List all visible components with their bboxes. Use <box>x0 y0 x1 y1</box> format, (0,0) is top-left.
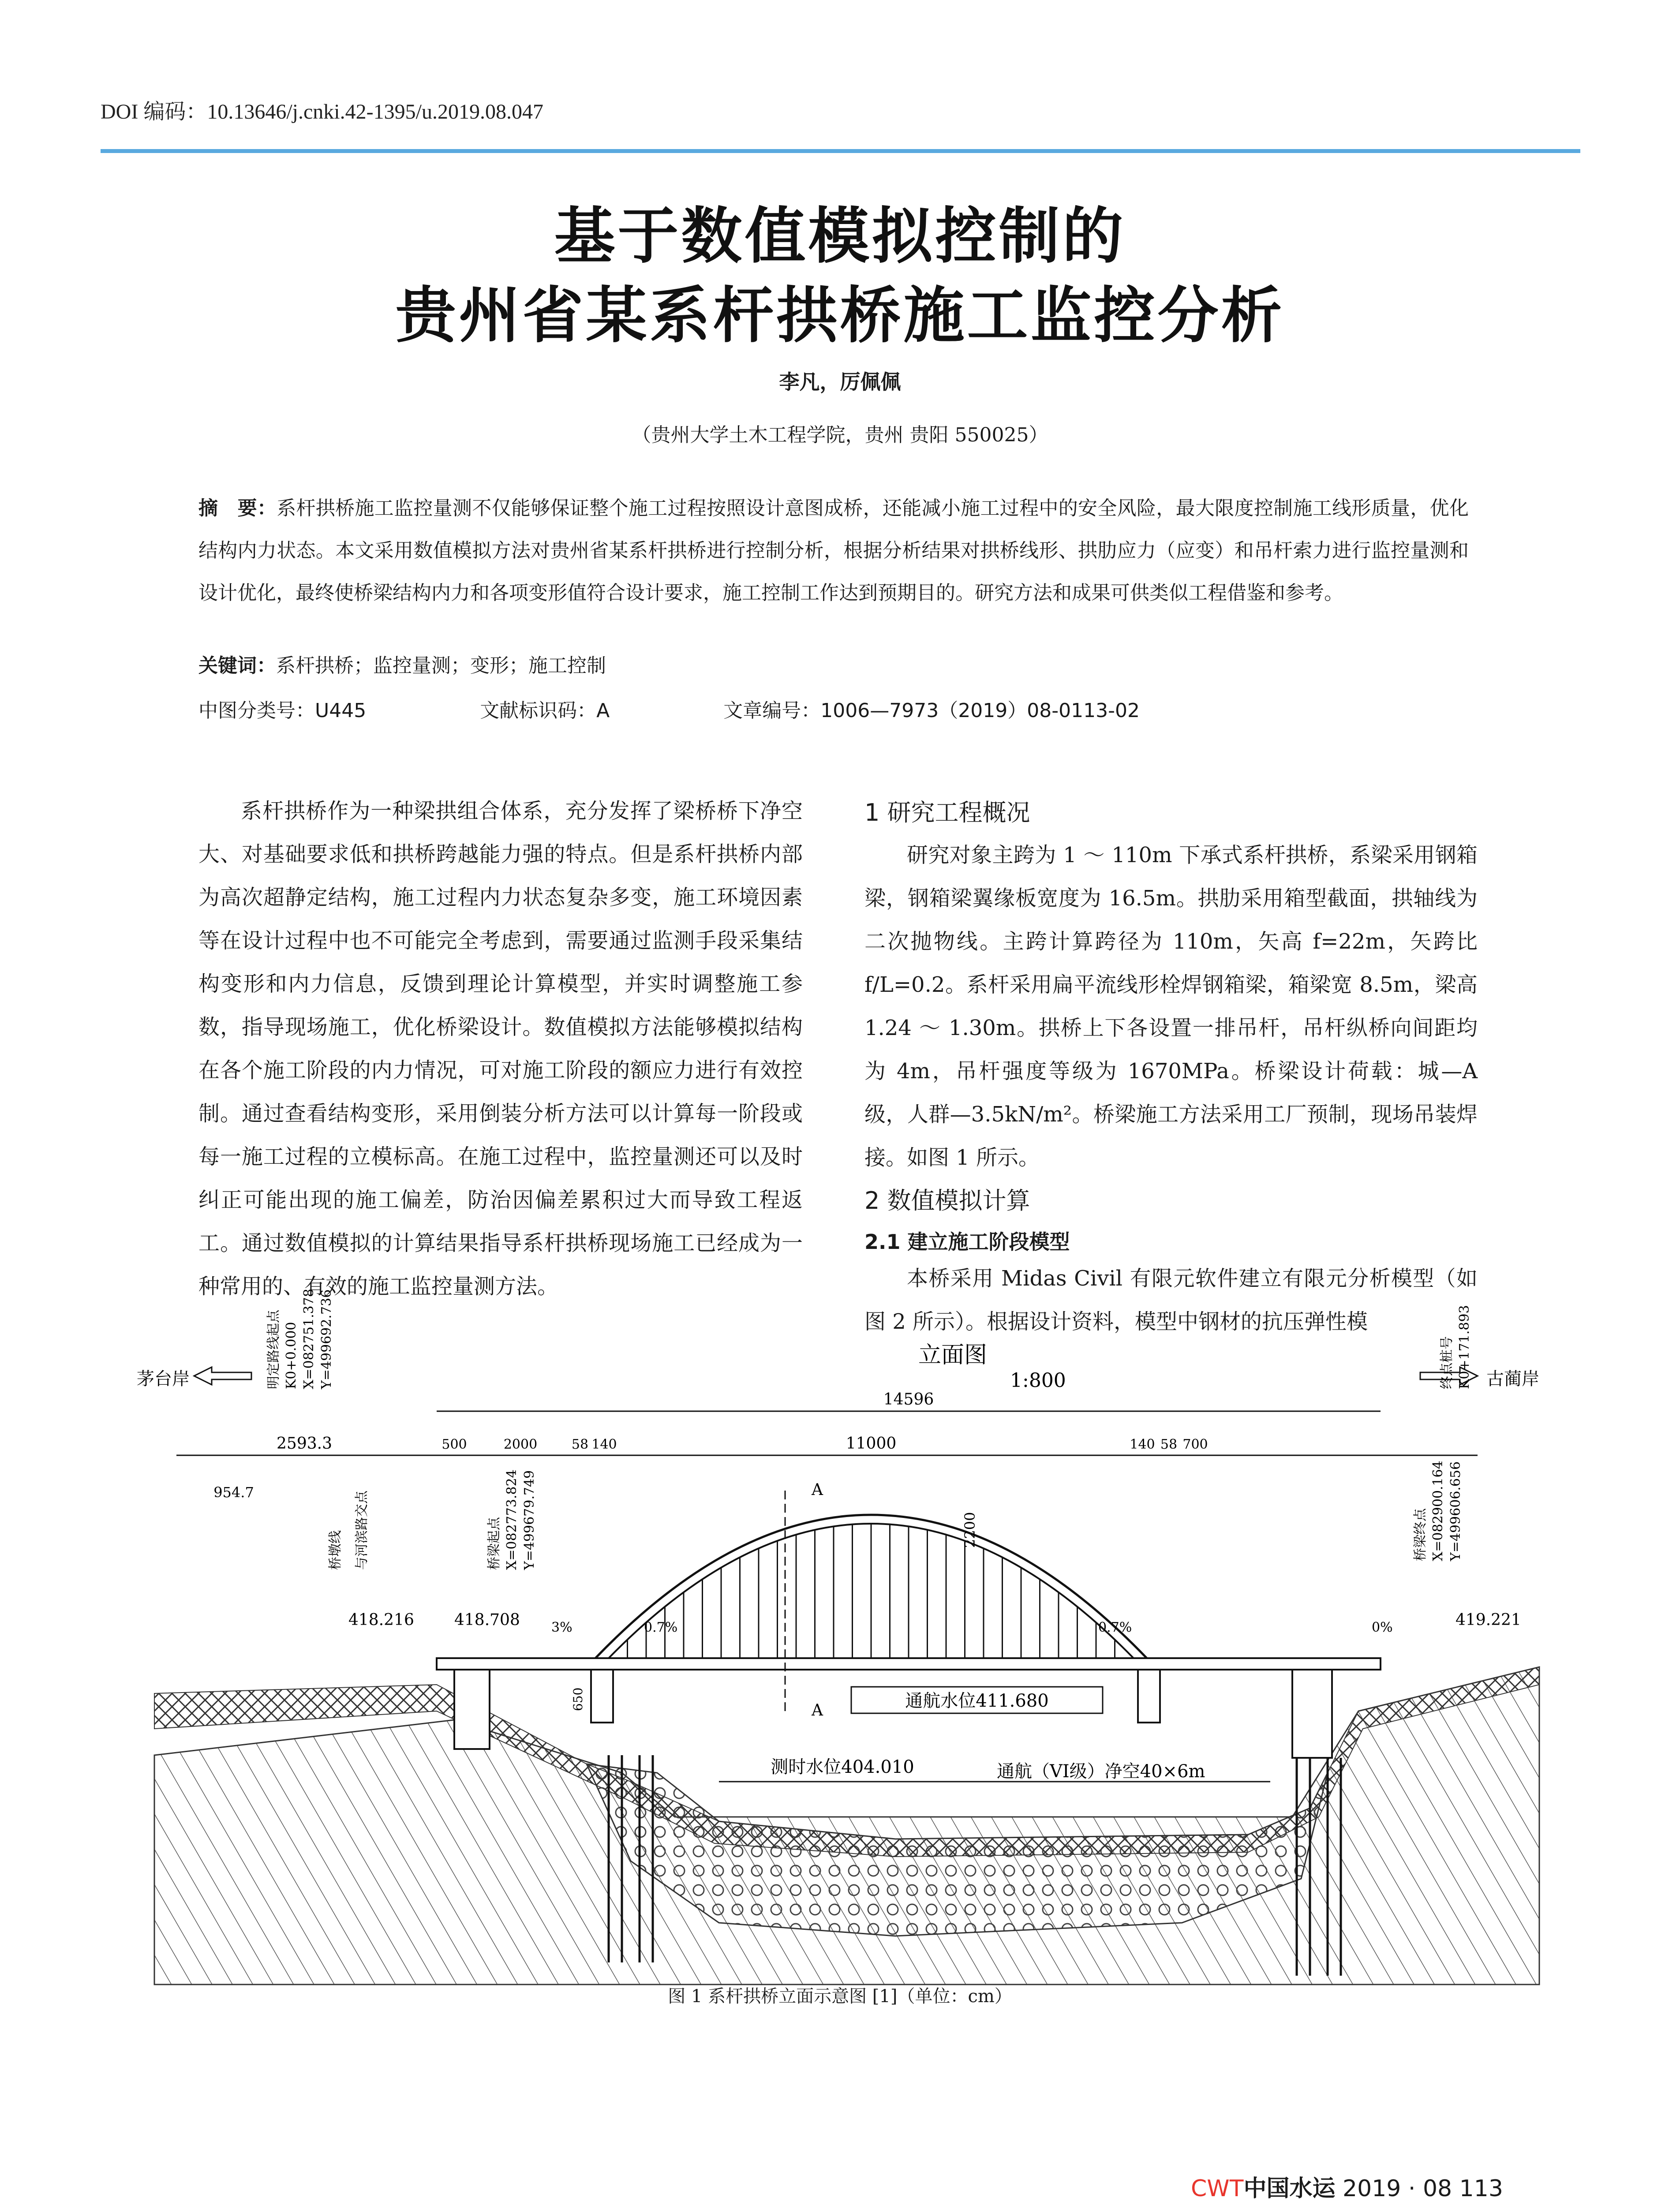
section-mark-bottom: A <box>812 1701 823 1719</box>
left-bank: 茅台岸 <box>137 1369 190 1389</box>
bridge-end-y: Y=499606.656 <box>1448 1461 1463 1561</box>
page-footer <box>1191 2170 1503 2203</box>
elevation-1: 418.216 <box>348 1611 414 1629</box>
bridge-end-label: 桥梁终点 <box>1413 1508 1428 1561</box>
abstract <box>198 487 1469 614</box>
abstract-label: 摘 要： <box>198 497 277 519</box>
section-2-heading: 2 数值模拟计算 <box>864 1187 1030 1215</box>
authors: 李凡，厉佩佩 <box>779 370 901 394</box>
affiliation: （贵州大学土木工程学院，贵州 贵阳 550025） <box>632 424 1048 446</box>
section-1-heading: 1 研究工程概况 <box>864 799 1030 826</box>
title-line-2: 贵州省某系杆拱桥施工监控分析 <box>395 280 1285 351</box>
dim-left: 2593.3 <box>277 1435 332 1453</box>
left-arrow-icon <box>194 1367 251 1385</box>
dim-chain-r58: 58 <box>1160 1437 1178 1452</box>
footer-issue: 2019 · 08 113 <box>1343 2175 1503 2202</box>
slope-2: 0.7% <box>644 1620 678 1635</box>
bridge-deck <box>437 1658 1381 1670</box>
section-2-1-text: 本桥采用 Midas Civil 有限元软件建立有限元分析模型（如图 2 所示）。根据设计资料，模型中钢材的抗压弹性模 <box>864 1266 1478 1334</box>
dim-chain-2000: 2000 <box>503 1437 538 1452</box>
keywords <box>198 653 1478 679</box>
slope-4: 0% <box>1372 1620 1393 1635</box>
nav-clearance: 通航（VI级）净空40×6m <box>997 1761 1205 1782</box>
bridge-start-x: X=082773.824 <box>504 1469 520 1570</box>
figure-caption: 图 1 系杆拱桥立面示意图 [1]（单位：cm） <box>668 1986 1012 2007</box>
title-line-1: 基于数值模拟控制的 <box>554 201 1126 272</box>
survey-level: 测时水位404.010 <box>771 1757 914 1777</box>
right-pier <box>1138 1670 1160 1723</box>
dim-total: 14596 <box>883 1390 934 1409</box>
end-point-label: 终点桩号 <box>1439 1336 1455 1389</box>
dim-offset: 954.7 <box>213 1484 254 1501</box>
dim-chain-500: 500 <box>442 1437 467 1452</box>
keywords-label: 关键词： <box>198 654 276 677</box>
start-point-x: X=082751.378 <box>301 1289 317 1389</box>
right-bank: 古蔺岸 <box>1486 1369 1539 1389</box>
slope-1: 3% <box>551 1620 572 1635</box>
slope-3: 0.7% <box>1098 1620 1132 1635</box>
figure-title: 立面图 <box>918 1342 988 1368</box>
bridge-line-label: 桥墩线 <box>328 1530 343 1570</box>
bridge-end-x: X=082900.164 <box>1430 1461 1446 1561</box>
elevation-2: 418.708 <box>454 1611 520 1629</box>
start-point-label: 明定路线起点 <box>266 1310 281 1389</box>
elevation-3: 419.221 <box>1456 1611 1521 1629</box>
keywords-text: 系杆拱桥；监控量测；变形；施工控制 <box>276 654 606 677</box>
header-rule <box>101 149 1580 153</box>
section-mark-top: A <box>812 1481 823 1499</box>
section-2-1-heading: 2.1 建立施工阶段模型 <box>864 1230 1070 1254</box>
pier-height: 650 <box>571 1687 585 1711</box>
section-1-text: 研究对象主跨为 1 ～ 110m 下承式系杆拱桥，系梁采用钢箱梁，钢箱梁翼缘板宽度为 16.5m。拱肋采用箱型截面，拱轴线为二次抛物线。主跨计算跨径为 110m，矢高 f=22m，矢跨比 f/L=0.2。系杆采用扁平流线形栓焊钢箱梁，箱梁宽 8.5m，梁高 1.24 ～ 1.30m。拱桥上下各设置一排吊杆，吊杆纵桥向间距均为 4m，吊杆强度等级为 1670MPa。桥梁设计荷载：城—A 级，人群—3.5kN/m²。桥梁施工方法采用工厂预制，现场吊装焊接。如图 1 所示。 <box>864 843 1478 1170</box>
bridge-start-label: 桥梁起点 <box>486 1517 502 1570</box>
end-point-km: K0+171.893 <box>1457 1305 1472 1389</box>
figure-scale: 1:800 <box>1010 1369 1066 1392</box>
doi-line: DOI 编码：10.13646/j.cnki.42-1395/u.2019.08.047 <box>101 100 543 123</box>
article-number: 文章编号：1006—7973（2019）08-0113-02 <box>723 699 1140 722</box>
document-code: 文献标识码：A <box>480 699 610 722</box>
left-abutment <box>454 1670 490 1749</box>
bridge-start-y: Y=499679.749 <box>522 1470 537 1570</box>
classification-code: 中图分类号：U445 <box>198 699 367 722</box>
start-point-y: Y=499692.736 <box>319 1289 334 1389</box>
start-point-km: K0+0.000 <box>284 1322 299 1389</box>
dim-span: 11000 <box>846 1435 897 1453</box>
dim-chain-r700: 700 <box>1182 1437 1208 1452</box>
footer-magazine: 中国水运 <box>1243 2175 1336 2202</box>
abstract-text: 系杆拱桥施工监控量测不仅能够保证整个施工过程按照设计意图成桥，还能减小施工过程中的安全风险，最大限度控制施工线形质量，优化结构内力状态。本文采用数值模拟方法对贵州省某系杆拱桥进行控制分析，根据分析结果对拱桥线形、拱肋应力（应变）和吊杆索力进行监控量测和设计优化，最终使桥梁结构内力和各项变形值符合设计要求，施工控制工作达到预期目的。研究方法和成果可供类似工程借鉴和参考。 <box>198 497 1469 604</box>
dim-chain-140: 140 <box>591 1437 617 1452</box>
intro-paragraph: 系杆拱桥作为一种梁拱组合体系，充分发挥了梁桥桥下净空大、对基础要求低和拱桥跨越能力强的特点。但是系杆拱桥内部为高次超静定结构，施工过程内力状态复杂多变，施工环境因素等在设计过程中也不可能完全考虑到，需要通过监测手段采集结构变形和内力信息，反馈到理论计算模型，并实时调整施工参数，指导现场施工，优化桥梁设计。数值模拟方法能够模拟结构在各个施工阶段的内力情况，可对施工阶段的额应力进行有效控制。通过查看结构变形，采用倒装分析方法可以计算每一阶段或每一施工过程的立模标高。在施工过程中，监控量测还可以及时纠正可能出现的施工偏差，防治因偏差累积过大而导致工程返工。通过数值模拟的计算结果指导系杆拱桥现场施工已经成为一种常用的、有效的施工监控量测方法。 <box>198 799 803 1299</box>
right-abutment <box>1292 1670 1332 1758</box>
left-pier <box>591 1670 613 1723</box>
dim-chain-58: 58 <box>571 1437 589 1452</box>
rise-dim: 2200 <box>962 1512 978 1548</box>
hangers <box>628 1524 1115 1658</box>
road-cross-label: 与河滨路交点 <box>354 1491 370 1570</box>
nav-level: 通航水位411.680 <box>905 1691 1049 1711</box>
footer-cwt: CWT <box>1191 2175 1244 2202</box>
dim-chain-r140: 140 <box>1130 1437 1155 1452</box>
classification-row <box>198 695 1140 723</box>
